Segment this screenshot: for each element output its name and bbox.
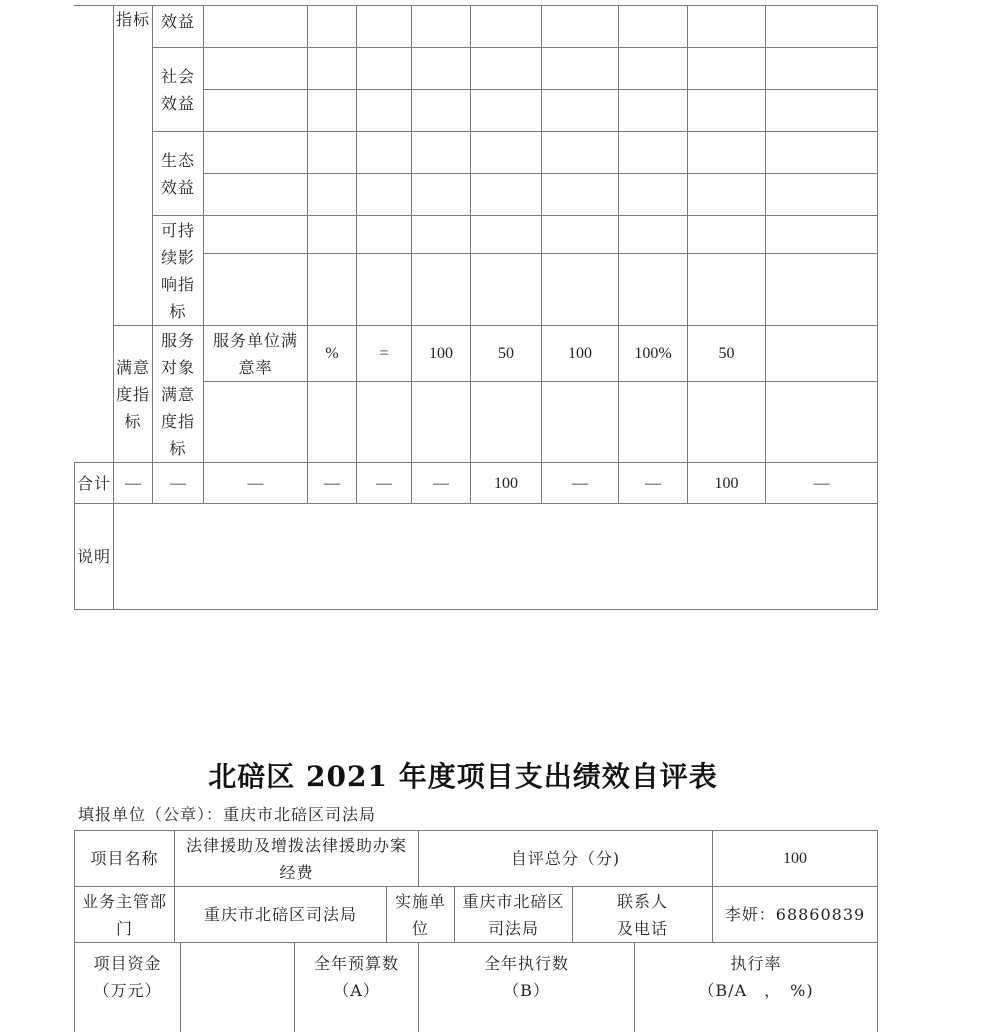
- impl-unit-label: 实施单位: [394, 891, 446, 938]
- budget-label: 全年预算数（A）: [313, 954, 399, 1000]
- table-border: [74, 609, 878, 610]
- table-border: [203, 253, 878, 254]
- form-title: 北碚区 2021 年度项目支出绩效自评表: [208, 760, 718, 793]
- dept-value: 重庆市北碚区司法局: [203, 905, 357, 924]
- contact-value: 李妍：68860839: [724, 905, 866, 924]
- ecological-benefit-label: 生态效益: [160, 151, 195, 197]
- table-border: [203, 173, 878, 174]
- contact-label: 联系人及电话: [616, 891, 668, 938]
- execution-rate-label: 执行率（B/A ， %): [698, 954, 814, 1000]
- project-name-label: 项目名称: [90, 849, 159, 868]
- table-border: [74, 942, 878, 943]
- note-label: 说明: [76, 547, 111, 566]
- table-border: [411, 5, 412, 504]
- self-score-value: 100: [783, 850, 807, 867]
- indicator-level1-label: 指标: [115, 9, 150, 29]
- self-score-label: 自评总分（分): [510, 849, 621, 868]
- total-score: 100: [714, 474, 739, 492]
- table-border: [541, 5, 542, 504]
- table-border: [470, 5, 471, 504]
- total-dash: —: [324, 474, 340, 492]
- table-border: [618, 5, 619, 504]
- reporting-unit: 填报单位（公章）：重庆市北碚区司法局: [78, 805, 377, 824]
- table-border: [877, 830, 878, 1032]
- project-name-value: 法律援助及增拨法律援助办案经费: [185, 835, 407, 882]
- total-dash: —: [125, 474, 141, 492]
- satisfaction-unit: %: [325, 345, 339, 362]
- table-border: [356, 5, 357, 504]
- satisfaction-weight: 50: [498, 345, 514, 362]
- total-dash: —: [376, 474, 392, 492]
- table-border: [203, 5, 204, 504]
- impl-unit-value: 重庆市北碚区司法局: [462, 891, 565, 938]
- table-border: [765, 5, 766, 504]
- dept-label: 业务主管部门: [81, 891, 167, 938]
- satisfaction-score: 50: [718, 345, 735, 362]
- total-dash: —: [645, 474, 661, 492]
- table-border: [307, 5, 308, 504]
- table-border: [152, 215, 878, 216]
- satisfaction-rate: 100%: [634, 345, 672, 362]
- table-border: [180, 942, 181, 1032]
- table-border: [74, 503, 878, 504]
- total-label: 合计: [76, 473, 111, 493]
- table-border: [687, 5, 688, 504]
- total-dash: —: [572, 474, 588, 492]
- satisfaction-level1-label: 满意度指标: [116, 357, 151, 431]
- funds-label: 项目资金（万元）: [93, 954, 162, 1000]
- satisfaction-operator: =: [379, 345, 389, 362]
- sustainable-impact-label: 可持续影响指标: [160, 220, 195, 321]
- total-weight: 100: [494, 474, 518, 492]
- table-border: [152, 131, 878, 132]
- satisfaction-actual: 100: [568, 345, 592, 362]
- economic-benefit-label: 效益: [160, 11, 195, 31]
- total-dash: —: [247, 474, 264, 492]
- total-dash: —: [170, 474, 186, 492]
- table-border: [152, 47, 878, 48]
- total-dash: —: [433, 474, 449, 492]
- table-border: [113, 5, 114, 610]
- total-dash: —: [813, 474, 830, 492]
- satisfaction-level2-label: 服务对象满意度指标: [160, 330, 195, 458]
- satisfaction-target: 100: [429, 345, 453, 362]
- table-border: [203, 381, 878, 382]
- table-border: [877, 5, 878, 610]
- executed-label: 全年执行数（B）: [483, 954, 569, 1000]
- social-benefit-label: 社会效益: [160, 67, 195, 113]
- table-border: [203, 89, 878, 90]
- satisfaction-indicator-name: 服务单位满意率: [212, 330, 298, 377]
